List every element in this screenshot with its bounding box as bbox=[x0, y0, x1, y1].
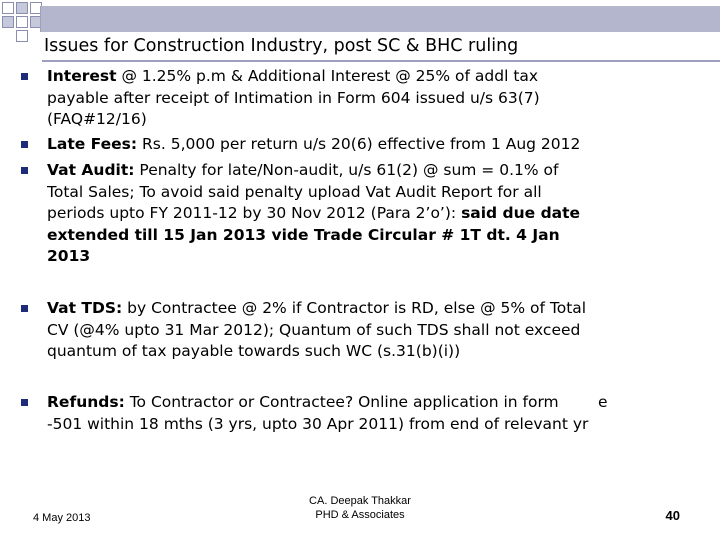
bullet-line bbox=[47, 298, 697, 320]
bullet-text bbox=[47, 134, 697, 156]
text-run: payable after receipt of Intimation in Form 604 issued u/s 63(7) bbox=[47, 88, 540, 107]
text-run: (FAQ#12/16) bbox=[47, 110, 147, 128]
footer-author bbox=[300, 494, 420, 522]
text-run: To Contractor or Contractee? Online application in form e bbox=[124, 393, 608, 411]
bold-run: said due date bbox=[461, 204, 581, 222]
bullet-line bbox=[47, 392, 697, 414]
slide-title: Issues for Construction Industry, post SC & BHC ruling bbox=[44, 36, 519, 56]
bold-run: Refunds: bbox=[47, 393, 125, 411]
bold-run: extended till 15 Jan 2013 vide Trade Circular # 1T dt. 4 Jan bbox=[47, 225, 560, 244]
bullet-line bbox=[47, 320, 697, 342]
bullet-line bbox=[47, 341, 697, 363]
header-band bbox=[40, 6, 720, 32]
bullet-line bbox=[47, 160, 697, 182]
footer-author-firm: PHD & Associates bbox=[315, 509, 405, 521]
footer-author-name: CA. Deepak Thakkar bbox=[309, 495, 411, 507]
bullet-line bbox=[47, 414, 697, 436]
bullet-line bbox=[47, 182, 697, 204]
bold-run: Late Fees: bbox=[47, 135, 138, 153]
bullet-marker bbox=[21, 141, 28, 148]
bold-run: Interest bbox=[47, 67, 117, 85]
bullet-line bbox=[47, 109, 697, 131]
text-run: Total Sales; To avoid said penalty upload Vat Audit Report for all bbox=[47, 182, 542, 201]
bullet-marker bbox=[21, 73, 28, 80]
bullet-line bbox=[47, 66, 697, 88]
text-run: @ 1.25% p.m & Additional Interest @ 25% of addl tax bbox=[116, 67, 539, 85]
bullet-text bbox=[47, 392, 697, 435]
text-run: quantum of tax payable towards such WC (s.31(b)(i)) bbox=[47, 342, 461, 360]
text-run: CV (@4% upto 31 Mar 2012); Quantum of such TDS shall not exceed bbox=[47, 320, 581, 339]
text-run: periods upto FY 2011-12 by 30 Nov 2012 (Para 2’o’): bbox=[47, 204, 462, 222]
bullet-marker bbox=[21, 399, 28, 406]
bold-run: 2013 bbox=[47, 247, 91, 265]
page-number: 40 bbox=[665, 508, 680, 523]
text-run: Penalty for late/Non-audit, u/s 61(2) @ sum = 0.1% of bbox=[134, 161, 559, 179]
text-run: -501 within 18 mths (3 yrs, upto 30 Apr 2011) from end of relevant yr bbox=[47, 414, 589, 433]
bullet-text bbox=[47, 298, 697, 363]
text-run: Rs. 5,000 per return u/s 20(6) effective from 1 Aug 2012 bbox=[137, 135, 581, 153]
bold-run: Vat TDS: bbox=[47, 299, 123, 317]
text-run: by Contractee @ 2% if Contractor is RD, else @ 5% of Total bbox=[122, 299, 587, 317]
bullet-line bbox=[47, 88, 697, 110]
bullet-line bbox=[47, 246, 697, 268]
bullet-line bbox=[47, 134, 697, 156]
bold-run: Vat Audit: bbox=[47, 161, 135, 179]
bullet-text bbox=[47, 160, 697, 268]
bullet-line bbox=[47, 225, 697, 247]
bullet-line bbox=[47, 203, 697, 225]
bullet-marker bbox=[21, 167, 28, 174]
bullet-text bbox=[47, 66, 697, 131]
title-underline bbox=[42, 60, 720, 62]
footer-date: 4 May 2013 bbox=[33, 512, 91, 524]
bullet-marker bbox=[21, 305, 28, 312]
